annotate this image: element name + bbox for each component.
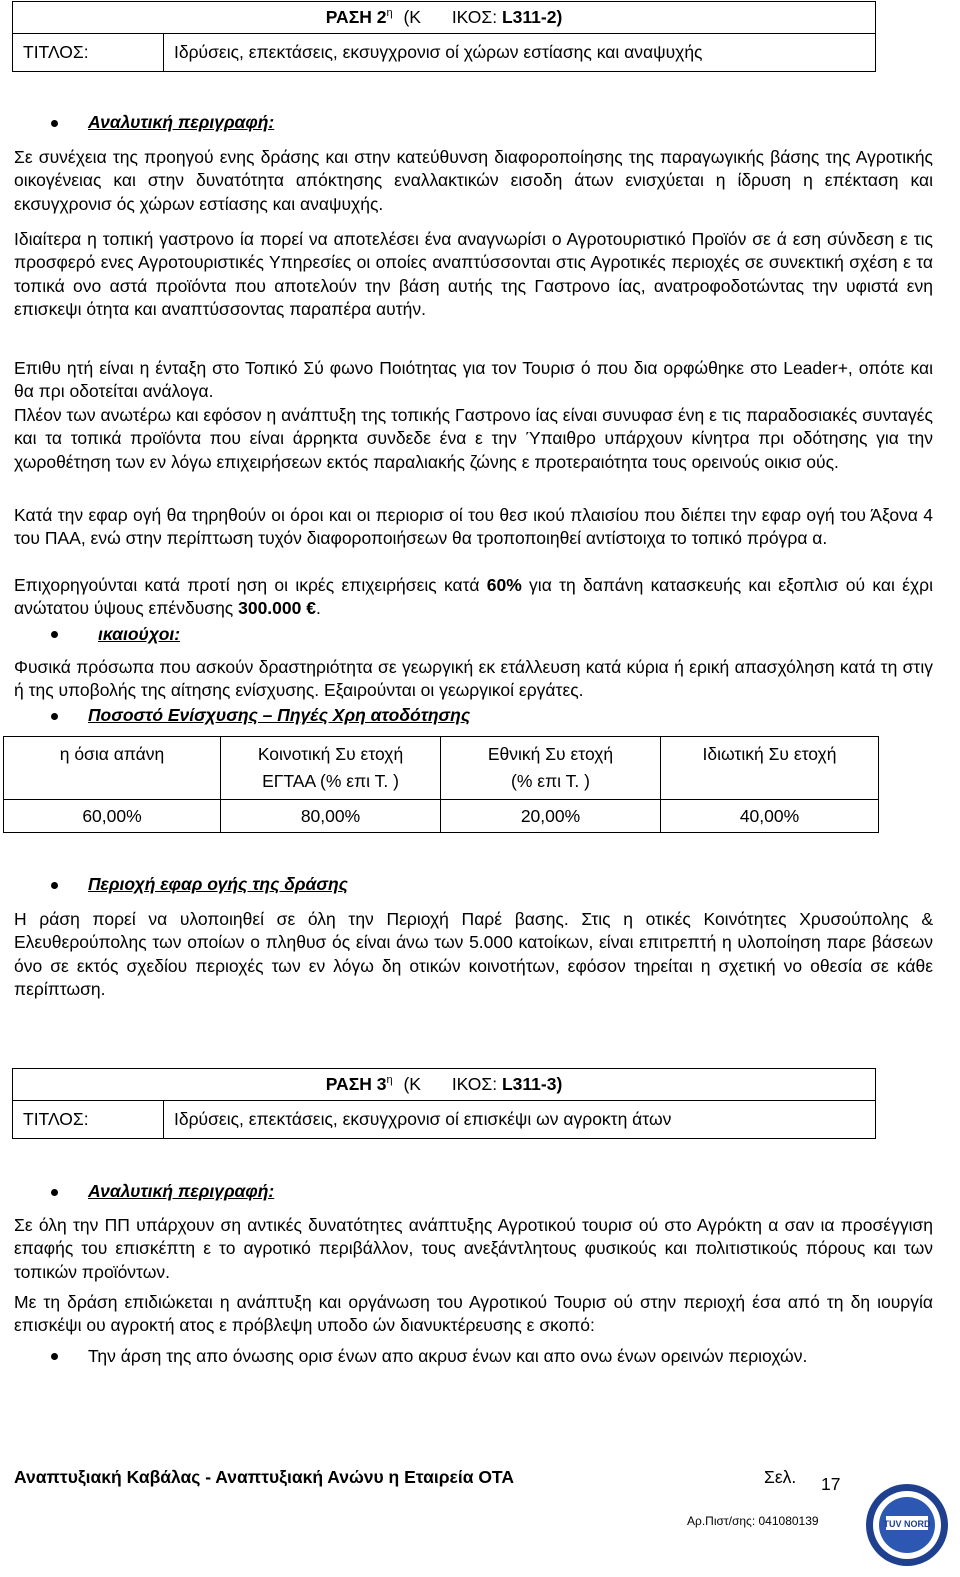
certification-seal-icon — [864, 1482, 950, 1568]
footer-cert: Αρ.Πιστ/σης: 041080139 — [687, 1514, 819, 1528]
action2-header-prefix: ΡΑΣΗ 2 — [325, 7, 387, 27]
action2-paragraph-7: Φυσικά πρόσωπα που ασκούν δραστηριότητα σε γεωργική εκ ετάλλευση κατά κύρια ή ερική απασχόληση κατά τη στιγ ή της υποβολής της αίτησης ενίσχυσης. Εξαιρούνται οι γεωργικοί εργάτες. — [14, 657, 933, 701]
funding-value-community: 80,00% — [221, 800, 441, 833]
funding-header-private-l1: Ιδιωτική Συ ετοχή — [702, 744, 837, 764]
action2-p6-percent: 60% — [486, 575, 522, 595]
action2-header-title — [13, 2, 876, 34]
bullet-dot — [51, 882, 58, 889]
action2-header-sup: η — [386, 7, 393, 20]
action2-paragraph-6 — [14, 574, 933, 621]
action2-p6-text-a: Επιχορηγούνται κατά προτί ηση οι ικρές επιχειρήσεις κατά — [14, 575, 487, 595]
action3-header-title — [13, 1069, 876, 1101]
action2-header-table — [12, 1, 876, 72]
action3-header-table — [12, 1068, 876, 1139]
funding-header-private — [661, 737, 879, 800]
action3-desc-heading: Αναλυτική περιγραφή: — [88, 1181, 275, 1201]
action2-paragraph-1: Σε συνέχεια της προηγού ενης δράσης και στην κατεύθυνση διαφοροποίησης της παραγωγικής βάσης της Αγροτικής οικογένειας και στην δυνατότητα απόκτησης εναλλακτικών εισοδη άτων ενισχύεται η ίδρυση η επέκταση και εκσυγχρονισ ός χώρων εστίασης και αναψυχής. — [14, 147, 933, 214]
action2-header-code-open: (Κ — [403, 7, 421, 27]
bullet-dot — [51, 713, 58, 720]
action3-header-code-label: ΙΚΟΣ: — [451, 1074, 498, 1094]
bullet-dot — [51, 120, 58, 127]
action3-bullet-1: Την άρση της απο όνωσης ορισ ένων απο ακρυσ ένων και απο ονω ένων ορεινών περιοχών. — [88, 1346, 808, 1366]
action2-paragraph-5: Κατά την εφαρ ογή θα τηρηθούν οι όροι και οι περιορισ οί του θεσ ικού πλαισίου που διέπει την εφαρ ογή του Άξονα 4 του ΠΑΑ, ενώ στην περίπτωση τυχόν διαφοροποιήσεων θα τροποποιηθεί αντίστοιχα το τοπικό πρόγρα α. — [14, 505, 933, 549]
action3-paragraph-1: Σε όλη την ΠΠ υπάρχουν ση αντικές δυνατότητες ανάπτυξης Αγροτικού τουρισ ού στο Αγρόκτη α σαν ια προσέγγιση επαφής του επισκέπτη ε το αγροτικό περιβάλλον, τους ανεξάντλητους φυσικούς και πολιτιστικούς πόρους και των τοπικών προϊόντων. — [14, 1215, 933, 1282]
bullet-dot — [51, 1189, 58, 1196]
funding-header-public-l1: η όσια απάνη — [59, 744, 165, 764]
funding-header-community — [221, 737, 441, 800]
action3-header-code-open: (Κ — [403, 1074, 421, 1094]
action2-header-code: L311-2) — [501, 7, 563, 27]
action3-header-sup: η — [386, 1074, 393, 1087]
footer-rule — [10, 1460, 880, 1461]
funding-value-private: 40,00% — [661, 800, 879, 833]
action3-header-prefix: ΡΑΣΗ 3 — [325, 1074, 387, 1094]
action2-title-label: ΤΙΤΛΟΣ: — [13, 34, 164, 72]
action2-p6-amount: 300.000 € — [238, 598, 316, 619]
action2-paragraph-8: Η ράση πορεί να υλοποιηθεί σε όλη την Περιοχή Παρέ βασης. Στις η οτικές Κοινότητες Χρυσούπολης & Ελευθερούπολης των οποίων ο πληθυσ ός είναι άνω των 5.000 κατοίκων, είναι επιτρεπτή η υλοποίηση παρε βάσεων όνο σε εκτός σχεδίου περιοχές των εν λόγω δη οτικών κοινοτήτων, εφόσον τηρείται η σχετική νο οθεσία σε κάθε περίπτωση. — [14, 909, 933, 1000]
action2-p6-text-c: . — [315, 598, 321, 619]
funding-value-national: 20,00% — [441, 800, 661, 833]
footer-org: Αναπτυξιακή Καβάλας - Αναπτυξιακή Ανώνυ η Εταιρεία ΟΤΑ — [14, 1467, 514, 1487]
action2-beneficiaries-heading: ικαιούχοι: — [98, 624, 181, 644]
funding-header-national-l1: Εθνική Συ ετοχή — [487, 744, 614, 764]
funding-table — [3, 736, 879, 833]
action2-funding-heading: Ποσοστό Ενίσχυσης – Πηγές Χρη ατοδότησης — [88, 705, 471, 725]
footer-page-label: Σελ. — [764, 1467, 797, 1487]
action3-paragraph-2: Με τη δράση επιδιώκεται η ανάπτυξη και οργάνωση του Αγροτικού Τουρισ ού στην περιοχή έσα από τη δη ιουργία επισκέψι ου αγροκτή ατος ε πρόβλεψη υποδο ών διανυκτέρευσης ε σκοπό: — [14, 1292, 933, 1336]
action2-paragraph-2: Ιδιαίτερα η τοπική γαστρονο ία πορεί να αποτελέσει ένα αναγνωρίσι ο Αγροτουριστικό Προϊόν σε ά εση σύνδεση ε τις προσφερό ενες Αγροτουριστικές Υπηρεσίες οι οποίες αναπτύσσονται στις Αγροτικές περιοχές σε συνεκτική σχέση ε τα τοπικά ονο αστά προϊόντα που αποτελούν την βάση αυτής της Γαστρονο ίας, ανατροφοδοτώντας την υφιστά ενη επισκεψι ότητα και αναπτύσσοντας παραπέρα αυτήν. — [14, 229, 933, 320]
action2-p6-text-b: για τη δαπάνη κατασκευής και εξοπλισ ού και έχρι ανώτατου ύψους επένδυσης — [14, 575, 933, 619]
bullet-dot — [51, 1353, 58, 1360]
bullet-dot — [51, 631, 58, 638]
action2-desc-heading: Αναλυτική περιγραφή: — [88, 112, 275, 132]
funding-header-national-l2: (% επι Τ. ) — [511, 771, 590, 791]
funding-header-community-l2: ΕΓΤΑΑ (% επι Τ. ) — [262, 771, 399, 791]
funding-header-community-l1: Κοινοτική Συ ετοχή — [257, 744, 404, 764]
funding-value-public: 60,00% — [4, 800, 221, 833]
action2-paragraph-4: Πλέον των ανωτέρω και εφόσον η ανάπτυξη της τοπικής Γαστρονο ίας είναι συνυφασ ένη ε τις παραδοσιακές συνταγές και τα τοπικά προϊόντα που είναι άρρηκτα συνδεδε ένα ε την Ύπαιθρο υπάρχουν κίνητρα πρι οδότησης για την χωροθέτηση των εν λόγω επιχειρήσεων εκτός παραλιακής ζώνης ε προτεραιότητα τους ορεινούς οικισ ούς. — [14, 405, 933, 472]
action2-paragraph-3: Επιθυ ητή είναι η ένταξη στο Τοπικό Σύ φωνο Ποιότητας για τον Τουρισ ό που δια ορφώθηκε στο Leader+, οπότε και θα πρι οδοτείται ανάλογα. — [14, 358, 933, 402]
action3-title-label: ΤΙΤΛΟΣ: — [13, 1101, 164, 1139]
seal-text: TUV NORD — [883, 1519, 931, 1529]
action3-title-value: Ιδρύσεις, επεκτάσεις, εκσυγχρονισ οί επισκέψι ων αγροκτη άτων — [164, 1101, 876, 1139]
action2-area-heading: Περιοχή εφαρ ογής της δράσης — [88, 874, 348, 894]
footer-page-number: 17 — [821, 1474, 841, 1494]
action2-title-value: Ιδρύσεις, επεκτάσεις, εκσυγχρονισ οί χώρων εστίασης και αναψυχής — [164, 34, 876, 72]
funding-header-public — [4, 737, 221, 800]
action2-header-code-label: ΙΚΟΣ: — [451, 7, 498, 27]
action3-header-code: L311-3) — [501, 1074, 563, 1094]
funding-header-national — [441, 737, 661, 800]
